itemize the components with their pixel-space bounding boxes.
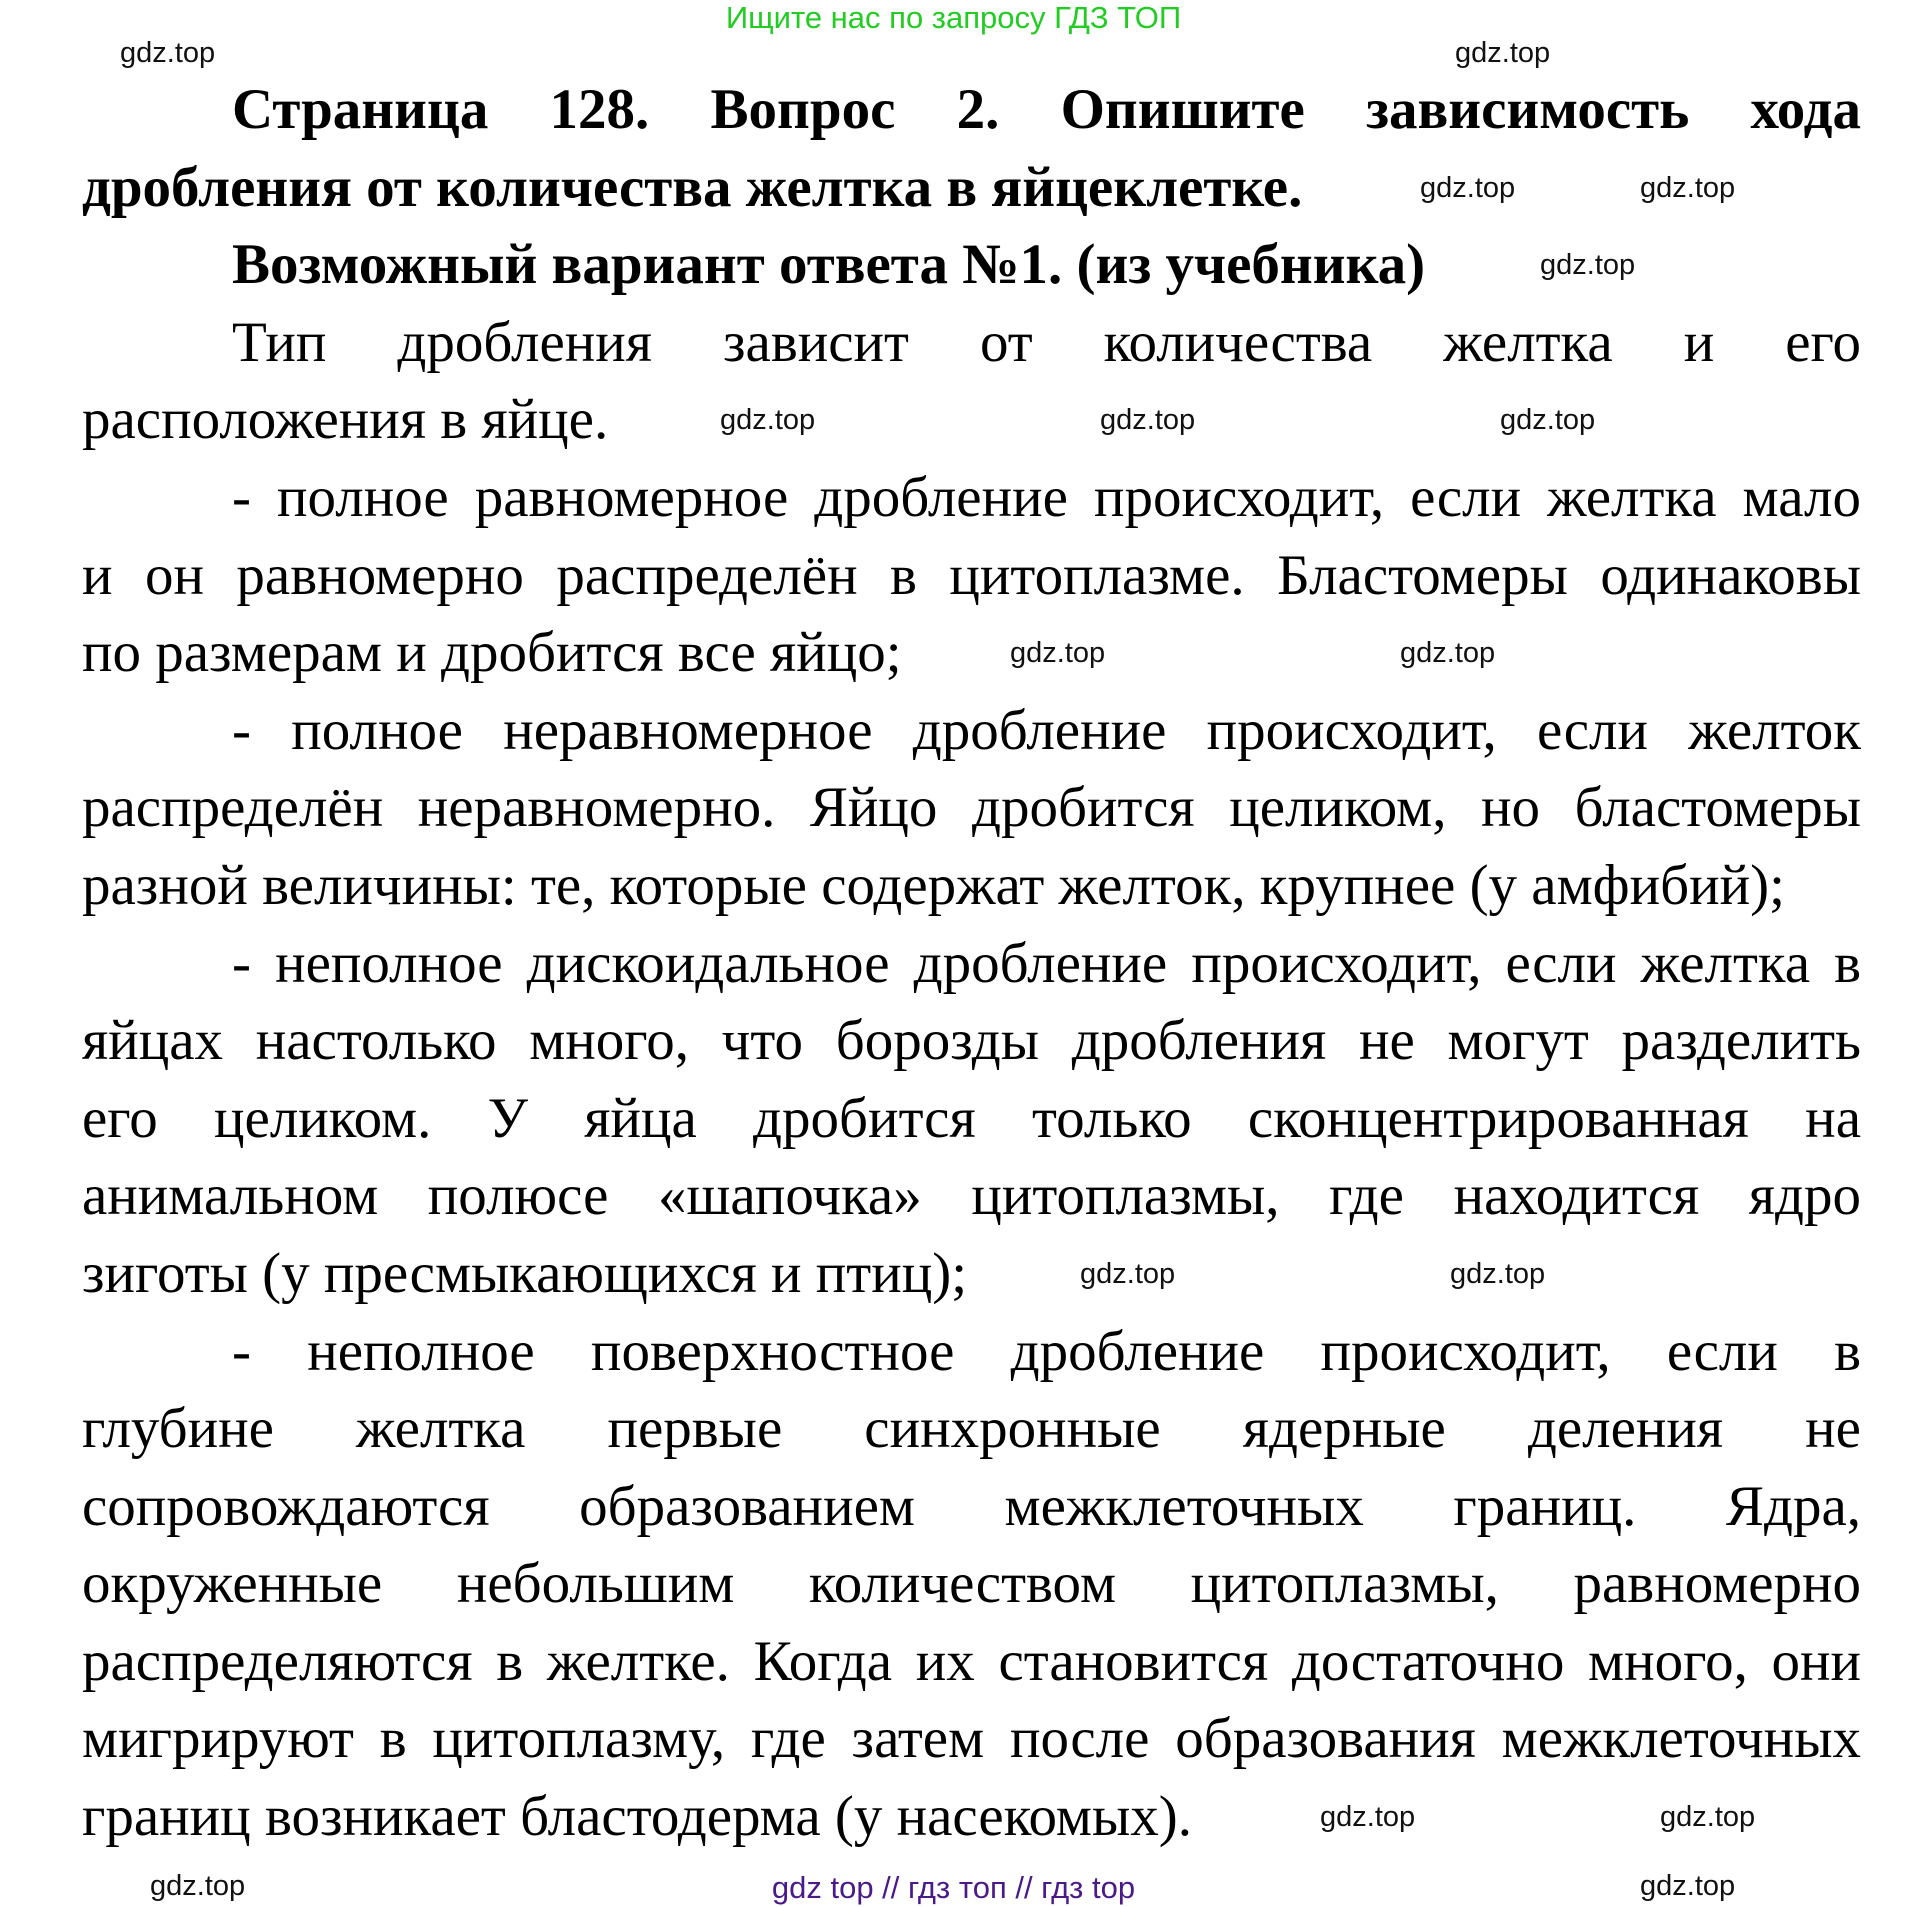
paragraph (82, 692, 1861, 925)
watermark: gdz.top (1660, 1801, 1756, 1833)
paragraph-line: разной величины: те, которые содержат желток, крупнее (у амфибий); (82, 853, 1785, 917)
watermark: gdz.top (1400, 637, 1496, 669)
watermark: gdz.top (1640, 1870, 1736, 1902)
question-title-line-1: Страница 128. Вопрос 2. Опишите зависимость хода (232, 78, 1861, 141)
paragraph-line: Тип дробления зависит от количества желтка и его (232, 310, 1861, 374)
answer-subtitle: Возможный вариант ответа №1. (из учебника) (232, 233, 1426, 297)
top-banner: Ищите нас по запросу ГДЗ ТОП (725, 0, 1182, 35)
paragraph-line: - полное равномерное дробление происходит, если желтка мало (232, 465, 1861, 529)
paragraph-line: по размерам и дробится все яйцо; (82, 621, 902, 685)
watermark: gdz.top (1450, 1258, 1546, 1290)
bottom-banner: gdz top // гдз топ // гдз top (771, 1870, 1136, 1905)
watermark: gdz.top (720, 404, 816, 436)
paragraph-line: распределяются в желтке. Когда их становится достаточно много, они (82, 1629, 1861, 1693)
answer-text (82, 304, 1861, 1856)
watermark: gdz.top (1455, 37, 1551, 69)
watermark: gdz.top (1080, 1258, 1176, 1290)
watermark: gdz.top (1100, 404, 1196, 436)
watermark: gdz.top (1500, 404, 1596, 436)
paragraph-line: яйцах настолько много, что борозды дробления не могут разделить (82, 1009, 1861, 1073)
paragraph-line: распределён неравномерно. Яйцо дробится целиком, но бластомеры (82, 776, 1861, 840)
paragraph (82, 925, 1861, 1313)
paragraph (82, 459, 1861, 692)
document-body (82, 71, 1861, 1856)
paragraph-line: анимальном полюсе «шапочка» цитоплазмы, где находится ядро (82, 1164, 1861, 1228)
paragraph-line: мигрируют в цитоплазму, где затем после образования межклеточных (82, 1707, 1861, 1771)
paragraph-line: его целиком. У яйца дробится только сконцентрированная на (82, 1086, 1861, 1150)
watermark: gdz.top (150, 1870, 246, 1902)
paragraph-line: зиготы (у пресмыкающихся и птиц); (82, 1241, 968, 1305)
paragraph-line: расположения в яйце. (82, 388, 609, 452)
watermark: gdz.top (120, 37, 216, 69)
paragraph (82, 1313, 1861, 1856)
paragraph-line: границ возникает бластодерма (у насекомых). (82, 1785, 1193, 1849)
watermark: gdz.top (1010, 637, 1106, 669)
paragraph-line: - полное неравномерное дробление происходит, если желток (232, 698, 1861, 762)
watermark: gdz.top (1540, 249, 1636, 281)
watermark: gdz.top (1320, 1801, 1416, 1833)
paragraph-line: окруженные небольшим количеством цитоплазмы, равномерно (82, 1552, 1861, 1616)
watermark: gdz.top (1420, 172, 1516, 204)
paragraph-line: глубине желтка первые синхронные ядерные деления не (82, 1397, 1861, 1461)
paragraph-line: - неполное дискоидальное дробление происходит, если желтка в (232, 931, 1861, 995)
question-title-line-2: дробления от количества желтка в яйцеклетке. (82, 155, 1303, 219)
paragraph-line: сопровождаются образованием межклеточных границ. Ядра, (82, 1474, 1861, 1538)
paragraph-line: и он равномерно распределён в цитоплазме. Бластомеры одинаковы (82, 543, 1861, 607)
paragraph-line: - неполное поверхностное дробление происходит, если в (232, 1319, 1861, 1383)
watermark: gdz.top (1640, 172, 1736, 204)
